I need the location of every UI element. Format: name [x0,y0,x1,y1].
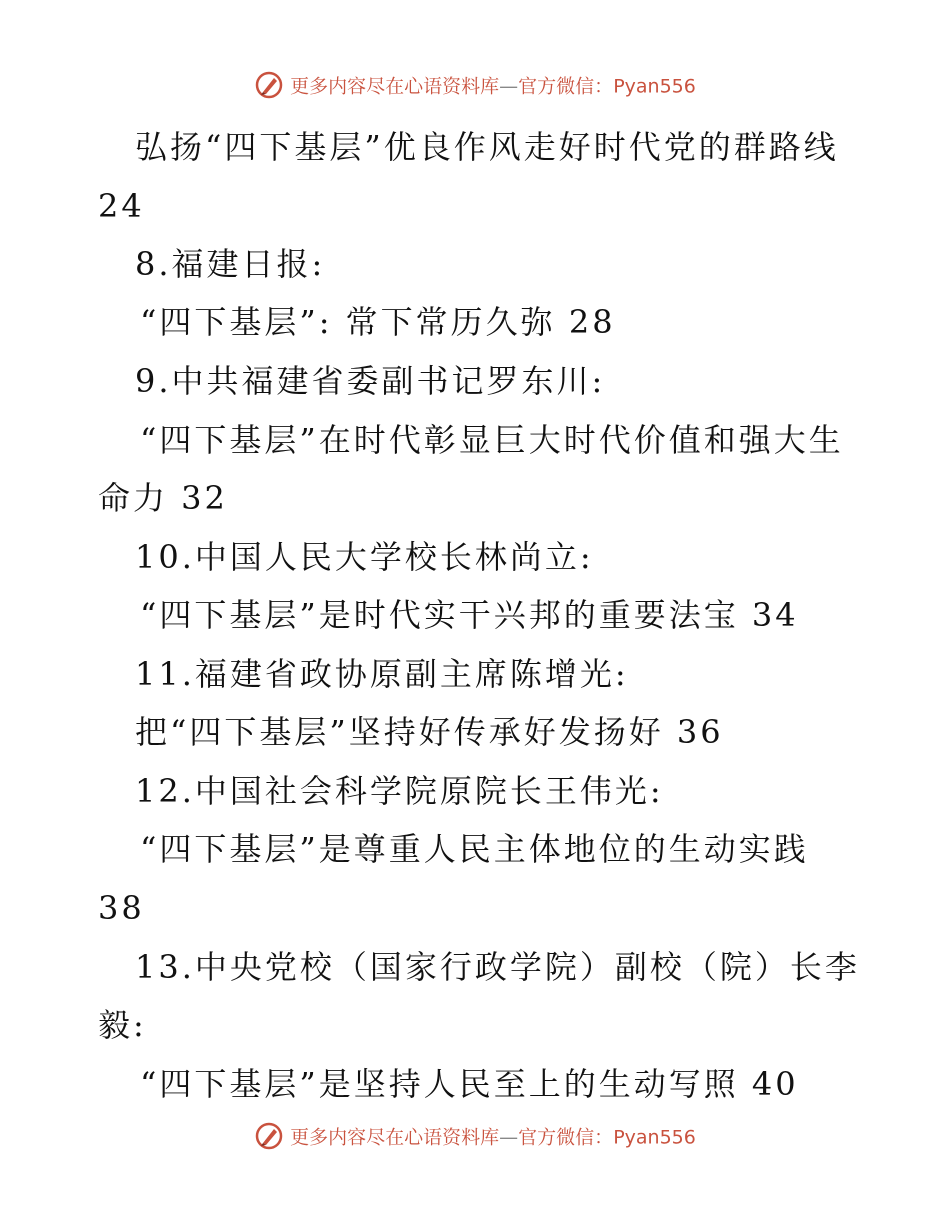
pen-logo-icon [254,70,284,100]
toc-page-number: 38 [98,889,145,927]
toc-line: 13.中央党校（国家行政学院）副校（院）长李 [135,948,860,986]
watermark-footer [0,1121,950,1151]
toc-page-number: 24 [98,187,145,225]
watermark-label: 更多内容尽在心语资料库 [290,75,500,98]
toc-line: 11.福建省政协原副主席陈增光: [135,655,629,693]
toc-line: 毅: [98,1006,147,1044]
toc-line: 12.中国社会科学院原院长王伟光: [135,772,664,810]
toc-line: “四下基层”: 常下常历久弥 28 [140,303,616,341]
toc-line: 弘扬“四下基层”优良作风走好时代党的群路线 [135,128,839,166]
watermark-id: Pyan556 [613,75,696,98]
watermark-official: 官方微信： [518,1126,614,1149]
toc-line: “四下基层”是时代实干兴邦的重要法宝 34 [140,596,799,634]
watermark-header [0,70,950,100]
pen-logo-icon [254,1121,284,1151]
watermark-separator: — [499,1126,519,1149]
watermark-id: Pyan556 [613,1126,696,1149]
toc-line: 10.中国人民大学校长林尚立: [135,538,594,576]
watermark-official: 官方微信： [518,75,614,98]
toc-line: “四下基层”是尊重人民主体地位的生动实践 [140,830,809,868]
toc-line: “四下基层”是坚持人民至上的生动写照 40 [140,1065,799,1103]
watermark-text [290,1127,696,1149]
watermark-text [290,76,696,98]
watermark-label: 更多内容尽在心语资料库 [290,1126,500,1149]
toc-line: 把“四下基层”坚持好传承好发扬好 36 [135,713,724,751]
toc-line: 8.福建日报: [135,245,326,283]
watermark-separator: — [499,75,519,98]
toc-line: 9.中共福建省委副书记罗东川: [135,362,606,400]
toc-line: 命力 32 [98,479,228,517]
toc-line: “四下基层”在时代彰显巨大时代价值和强大生 [140,421,844,459]
